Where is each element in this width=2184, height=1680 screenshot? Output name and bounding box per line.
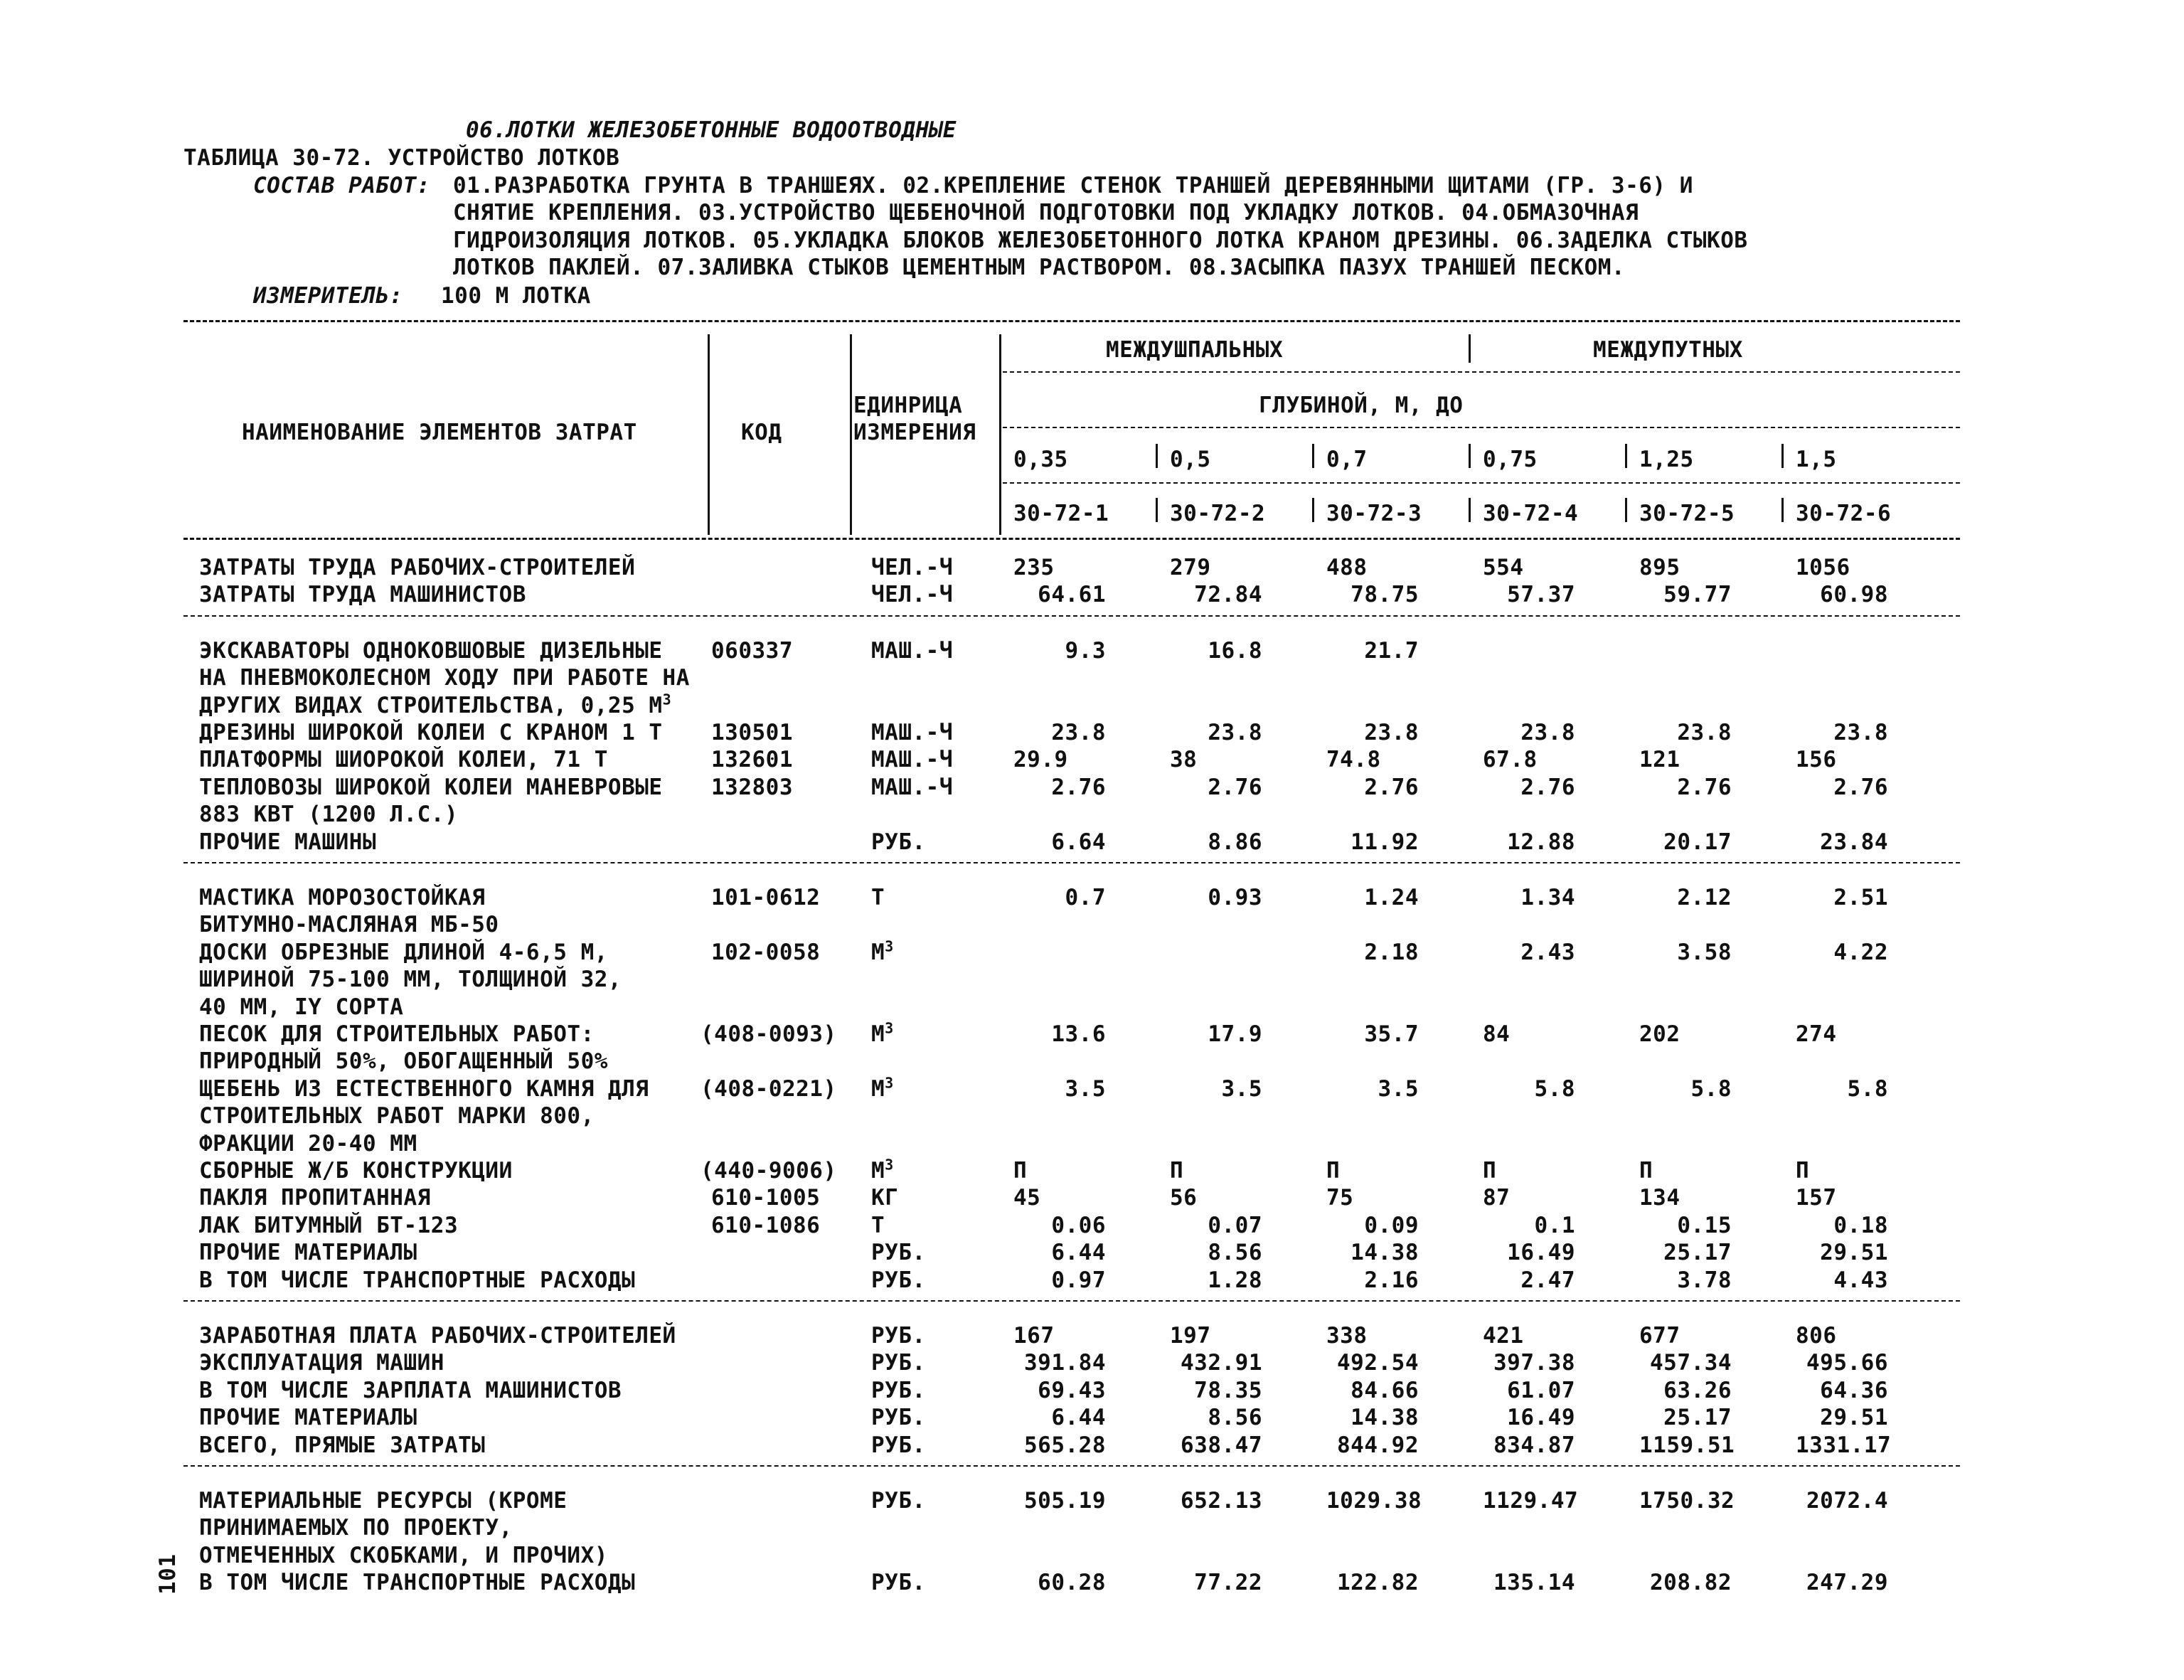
row-value: 78.75: [1351, 582, 1419, 608]
superscript: 3: [885, 1019, 894, 1037]
row-value: П: [1483, 1158, 1497, 1184]
row-value: 5.8: [1534, 1075, 1575, 1102]
row-code: 132601: [711, 747, 793, 773]
row-name-line: ДОСКИ ОБРЕЗНЫЕ ДЛИНОЙ 4-6,5 М,: [199, 939, 608, 965]
row-value: 23.84: [1820, 829, 1888, 855]
row-value: 84: [1483, 1021, 1511, 1047]
row-value: П: [1013, 1158, 1028, 1184]
unit-heading-line-1: ЕДИНРИЦА: [853, 393, 963, 418]
row-value: 432.91: [1181, 1350, 1262, 1376]
row-name-line: МАТЕРИАЛЬНЫЕ РЕСУРСЫ (КРОМЕ: [199, 1488, 568, 1514]
row-value: 677: [1639, 1323, 1680, 1349]
header-rule: [1003, 427, 1960, 428]
row-value: 391.84: [1024, 1350, 1106, 1376]
row-value: 8.86: [1208, 829, 1262, 855]
superscript: 3: [885, 1156, 894, 1174]
row-value: 74.8: [1326, 747, 1381, 773]
row-value: 63.26: [1663, 1377, 1732, 1403]
row-unit: Т: [871, 885, 885, 910]
row-value: 16.49: [1507, 1405, 1575, 1431]
row-unit: РУБ.: [871, 1570, 926, 1596]
row-value: 2.16: [1364, 1267, 1419, 1293]
row-value: 495.66: [1806, 1350, 1888, 1376]
row-value: 8.56: [1208, 1240, 1262, 1266]
row-value: 23.8: [1677, 720, 1732, 745]
row-value: 122.82: [1337, 1570, 1419, 1596]
work-line: СНЯТИЕ КРЕПЛЕНИЯ. 03.УСТРОЙСТВО ЩЕБЕНОЧНОЙ ПОДГОТОВКИ ПОД УКЛАДКУ ЛОТКОВ. 04.ОБМАЗОЧНАЯ: [453, 200, 1639, 225]
row-value: 202: [1639, 1021, 1680, 1047]
row-value: П: [1326, 1158, 1341, 1184]
depth-value: 1,5: [1796, 447, 1837, 472]
section-title: 06.ЛОТКИ ЖЕЛЕЗОБЕТОННЫЕ ВОДООТВОДНЫЕ: [466, 117, 957, 143]
row-value: 2.76: [1833, 774, 1888, 800]
row-name-line: ВСЕГО, ПРЯМЫЕ ЗАТРАТЫ: [199, 1432, 486, 1458]
row-value: 23.8: [1364, 720, 1419, 745]
row-name-line: ДРЕЗИНЫ ШИРОКОЙ КОЛЕИ С КРАНОМ 1 Т: [199, 720, 663, 745]
table-top-rule: [183, 320, 1960, 322]
row-value: 23.8: [1051, 720, 1106, 745]
row-value: 0.18: [1833, 1212, 1888, 1238]
row-value: 14.38: [1351, 1240, 1419, 1266]
group-between-tracks: МЕЖДУПУТНЫХ: [1593, 337, 1743, 363]
row-code: 060337: [711, 637, 793, 664]
row-value: 0.15: [1677, 1212, 1732, 1238]
row-code: (408-0221): [701, 1075, 837, 1102]
row-value: 0.1: [1534, 1212, 1575, 1238]
row-value: 0.09: [1364, 1212, 1419, 1238]
work-line: 01.РАЗРАБОТКА ГРУНТА В ТРАНШЕЯХ. 02.КРЕПЛЕНИЕ СТЕНОК ТРАНШЕЙ ДЕРЕВЯННЫМИ ЩИТАМИ (ГР. 3-6) И: [453, 173, 1693, 198]
row-value: 421: [1483, 1323, 1524, 1349]
row-value: 1129.47: [1483, 1488, 1579, 1514]
row-value: 8.56: [1208, 1405, 1262, 1431]
depth-value: 0,75: [1483, 447, 1538, 472]
row-value: 35.7: [1364, 1021, 1419, 1047]
row-name-line: ЗАРАБОТНАЯ ПЛАТА РАБОЧИХ-СТРОИТЕЛЕЙ: [199, 1323, 676, 1349]
row-name-line: ЭКСКАВАТОРЫ ОДНОКОВШОВЫЕ ДИЗЕЛЬНЫЕ: [199, 637, 663, 664]
row-value: 2.43: [1520, 939, 1575, 965]
row-value: 17.9: [1208, 1021, 1262, 1047]
row-unit: МАШ.-Ч: [871, 720, 953, 745]
row-value: 457.34: [1650, 1350, 1732, 1376]
row-value: 2.76: [1364, 774, 1419, 800]
row-value: 16.8: [1208, 637, 1262, 664]
row-value: 2072.4: [1806, 1488, 1888, 1514]
row-name-line: 883 КВТ (1200 Л.С.): [199, 802, 459, 828]
row-unit: $М^3$: [871, 937, 894, 965]
row-value: 1750.32: [1639, 1488, 1735, 1514]
depth-value: 0,5: [1170, 447, 1211, 472]
row-value: 0.93: [1208, 885, 1262, 910]
col-divider: [1156, 498, 1158, 522]
row-name-line: В ТОМ ЧИСЛЕ ЗАРПЛАТА МАШИНИСТОВ: [199, 1377, 622, 1403]
row-value: 6.64: [1051, 829, 1106, 855]
row-name-line: ЗАТРАТЫ ТРУДА МАШИНИСТОВ: [199, 582, 526, 608]
row-value: 1159.51: [1639, 1432, 1735, 1458]
norm-code: 30-72-1: [1013, 501, 1109, 526]
row-value: 2.76: [1051, 774, 1106, 800]
row-value: 25.17: [1663, 1405, 1732, 1431]
norm-code: 30-72-4: [1483, 501, 1579, 526]
row-unit: РУБ.: [871, 1432, 926, 1458]
row-unit: РУБ.: [871, 1405, 926, 1431]
work-line: ЛОТКОВ ПАКЛЕЙ. 07.ЗАЛИВКА СТЫКОВ ЦЕМЕНТНЫМ РАСТВОРОМ. 08.ЗАСЫПКА ПАЗУХ ТРАНШЕЙ ПЕСКОМ.: [453, 255, 1626, 280]
row-name-line: МАСТИКА МОРОЗОСТОЙКАЯ: [199, 885, 486, 910]
row-value: 57.37: [1507, 582, 1575, 608]
row-code: (408-0093): [701, 1021, 837, 1047]
norm-code: 30-72-6: [1796, 501, 1892, 526]
row-value: 844.92: [1337, 1432, 1419, 1458]
row-code: 610-1086: [711, 1212, 821, 1238]
table-title: ТАБЛИЦА 30-72. УСТРОЙСТВО ЛОТКОВ: [183, 145, 620, 171]
row-value: 135.14: [1493, 1570, 1575, 1596]
row-value: 134: [1639, 1185, 1680, 1211]
row-unit: МАШ.-Ч: [871, 747, 953, 773]
row-unit: РУБ.: [871, 1240, 926, 1266]
row-value: 29.51: [1820, 1240, 1888, 1266]
norm-code: 30-72-2: [1170, 501, 1266, 526]
row-name-line: ПРИНИМАЕМЫХ ПО ПРОЕКТУ,: [199, 1515, 513, 1541]
row-name-line: ПРОЧИЕ МАШИНЫ: [199, 829, 377, 855]
row-value: 121: [1639, 747, 1680, 773]
measure-label: ИЗМЕРИТЕЛЬ:: [253, 283, 403, 309]
row-name-line: ПРИРОДНЫЙ 50%, ОБОГАЩЕННЫЙ 50%: [199, 1048, 608, 1075]
row-value: 23.8: [1208, 720, 1262, 745]
row-value: 505.19: [1024, 1488, 1106, 1514]
row-name-line: БИТУМНО-МАСЛЯНАЯ МБ-50: [199, 912, 499, 938]
row-unit: МАШ.-Ч: [871, 637, 953, 664]
depth-heading: ГЛУБИНОЙ, М, ДО: [1259, 393, 1464, 418]
row-name-line: В ТОМ ЧИСЛЕ ТРАНСПОРТНЫЕ РАСХОДЫ: [199, 1570, 636, 1596]
row-code: 102-0058: [711, 939, 821, 965]
row-value: 5.8: [1690, 1075, 1732, 1102]
work-label: СОСТАВ РАБОТ:: [253, 173, 431, 198]
row-name-line: ПЕСОК ДЛЯ СТРОИТЕЛЬНЫХ РАБОТ:: [199, 1021, 595, 1047]
row-unit: ЧЕЛ.-Ч: [871, 555, 953, 580]
name-heading: НАИМЕНОВАНИЕ ЭЛЕМЕНТОВ ЗАТРАТ: [242, 420, 637, 445]
col-divider: [850, 334, 852, 535]
row-value: 0.06: [1051, 1212, 1106, 1238]
col-divider: [1625, 444, 1627, 468]
row-value: 834.87: [1493, 1432, 1575, 1458]
row-value: 565.28: [1024, 1432, 1106, 1458]
row-name-line: ПРОЧИЕ МАТЕРИАЛЫ: [199, 1240, 417, 1266]
row-name-line: ЗАТРАТЫ ТРУДА РАБОЧИХ-СТРОИТЕЛЕЙ: [199, 555, 636, 580]
row-value: 2.76: [1677, 774, 1732, 800]
row-value: 3.5: [1378, 1075, 1419, 1102]
row-name-line: ФРАКЦИИ 20-40 ММ: [199, 1130, 417, 1157]
row-value: 6.44: [1051, 1240, 1106, 1266]
section-rule: [183, 615, 1960, 617]
superscript: 3: [885, 937, 894, 955]
col-divider: [1625, 498, 1627, 522]
depth-value: 1,25: [1639, 447, 1694, 472]
row-name-line: ПЛАТФОРМЫ ШИОРОКОЙ КОЛЕИ, 71 Т: [199, 747, 608, 773]
row-unit: РУБ.: [871, 1350, 926, 1376]
row-value: 9.3: [1065, 637, 1106, 664]
superscript: 3: [662, 691, 672, 708]
col-divider: [708, 334, 710, 535]
row-name-line: 40 ММ, IY СОРТА: [199, 994, 404, 1020]
row-value: 397.38: [1493, 1350, 1575, 1376]
row-value: П: [1639, 1158, 1653, 1184]
row-unit: МАШ.-Ч: [871, 774, 953, 800]
row-name-line: ДРУГИХ ВИДАХ СТРОИТЕЛЬСТВА, 0,25 $М^3$: [199, 691, 672, 718]
section-rule: [183, 862, 1960, 863]
row-value: 3.78: [1677, 1267, 1732, 1293]
row-value: 1029.38: [1326, 1488, 1422, 1514]
row-value: 3.5: [1065, 1075, 1106, 1102]
row-value: 38: [1170, 747, 1198, 773]
row-value: 157: [1796, 1185, 1837, 1211]
row-name-line: СТРОИТЕЛЬНЫХ РАБОТ МАРКИ 800,: [199, 1103, 595, 1129]
row-unit: РУБ.: [871, 829, 926, 855]
row-value: 2.51: [1833, 885, 1888, 910]
row-code: (440-9006): [701, 1158, 837, 1184]
row-value: 895: [1639, 555, 1680, 580]
row-value: 2.18: [1364, 939, 1419, 965]
row-value: 197: [1170, 1323, 1211, 1349]
row-unit: КГ: [871, 1185, 899, 1211]
row-value: 64.61: [1038, 582, 1106, 608]
row-value: 59.77: [1663, 582, 1732, 608]
row-value: 638.47: [1181, 1432, 1262, 1458]
row-value: 2.76: [1208, 774, 1262, 800]
row-unit: $М^3$: [871, 1074, 894, 1102]
row-value: 25.17: [1663, 1240, 1732, 1266]
row-value: 72.84: [1194, 582, 1262, 608]
row-value: 0.7: [1065, 885, 1106, 910]
row-value: 1.24: [1364, 885, 1419, 910]
col-divider: [1469, 444, 1471, 468]
superscript: 3: [885, 1074, 894, 1092]
row-name-line: ТЕПЛОВОЗЫ ШИРОКОЙ КОЛЕИ МАНЕВРОВЫЕ: [199, 774, 663, 800]
row-name-line: СБОРНЫЕ Ж/Б КОНСТРУКЦИИ: [199, 1158, 513, 1184]
row-value: 60.98: [1820, 582, 1888, 608]
row-value: 2.47: [1520, 1267, 1575, 1293]
row-value: 1331.17: [1796, 1432, 1892, 1458]
row-name-line: ЛАК БИТУМНЫЙ БТ-123: [199, 1212, 459, 1238]
unit-heading-line-2: ИЗМЕРЕНИЯ: [853, 420, 976, 445]
row-unit: РУБ.: [871, 1323, 926, 1349]
row-value: 12.88: [1507, 829, 1575, 855]
row-name-line: НА ПНЕВМОКОЛЕСНОМ ХОДУ ПРИ РАБОТЕ НА: [199, 665, 690, 691]
row-code: 132803: [711, 774, 793, 800]
row-value: 4.22: [1833, 939, 1888, 965]
col-divider: [1469, 334, 1471, 363]
row-value: 167: [1013, 1323, 1055, 1349]
row-value: 488: [1326, 555, 1368, 580]
row-value: 235: [1013, 555, 1055, 580]
row-value: 338: [1326, 1323, 1368, 1349]
row-value: 3.58: [1677, 939, 1732, 965]
col-divider: [1312, 498, 1314, 522]
work-line: ГИДРОИЗОЛЯЦИЯ ЛОТКОВ. 05.УКЛАДКА БЛОКОВ ЖЕЛЕЗОБЕТОННОГО ЛОТКА КРАНОМ ДРЕЗИНЫ. 06.ЗАДЕЛКА СТЫКОВ: [453, 228, 1748, 253]
row-value: 1056: [1796, 555, 1850, 580]
code-heading: КОД: [741, 420, 782, 445]
row-value: 1.28: [1208, 1267, 1262, 1293]
row-value: 1.34: [1520, 885, 1575, 910]
section-rule: [183, 1300, 1960, 1302]
header-rule: [1003, 482, 1960, 484]
row-value: 208.82: [1650, 1570, 1732, 1596]
row-value: 554: [1483, 555, 1524, 580]
row-code: 610-1005: [711, 1185, 821, 1211]
row-value: 14.38: [1351, 1405, 1419, 1431]
row-name-line: ЭКСПЛУАТАЦИЯ МАШИН: [199, 1350, 444, 1376]
depth-value: 0,7: [1326, 447, 1368, 472]
row-value: 64.36: [1820, 1377, 1888, 1403]
row-value: 84.66: [1351, 1377, 1419, 1403]
row-value: 156: [1796, 747, 1837, 773]
col-divider: [1312, 444, 1314, 468]
norm-code: 30-72-3: [1326, 501, 1422, 526]
row-value: 23.8: [1833, 720, 1888, 745]
measure-value: 100 М ЛОТКА: [441, 283, 591, 309]
row-value: 78.35: [1194, 1377, 1262, 1403]
row-value: 279: [1170, 555, 1211, 580]
row-value: 5.8: [1847, 1075, 1888, 1102]
row-value: 60.28: [1038, 1570, 1106, 1596]
col-divider: [1781, 444, 1784, 468]
row-value: 0.97: [1051, 1267, 1106, 1293]
row-value: 61.07: [1507, 1377, 1575, 1403]
row-value: 6.44: [1051, 1405, 1106, 1431]
header-bottom-rule: [183, 538, 1960, 540]
row-code: 130501: [711, 720, 793, 745]
row-value: 45: [1013, 1185, 1041, 1211]
row-name-line: ОТМЕЧЕННЫХ СКОБКАМИ, И ПРОЧИХ): [199, 1542, 608, 1568]
row-value: 0.07: [1208, 1212, 1262, 1238]
row-value: 274: [1796, 1021, 1837, 1047]
row-code: 101-0612: [711, 885, 821, 910]
row-unit: ЧЕЛ.-Ч: [871, 582, 953, 608]
row-value: 4.43: [1833, 1267, 1888, 1293]
row-name-line: ПАКЛЯ ПРОПИТАННАЯ: [199, 1185, 431, 1211]
row-unit: $М^3$: [871, 1019, 894, 1047]
row-value: 492.54: [1337, 1350, 1419, 1376]
row-value: 75: [1326, 1185, 1354, 1211]
row-unit: $М^3$: [871, 1156, 894, 1184]
row-value: 29.51: [1820, 1405, 1888, 1431]
row-value: 806: [1796, 1323, 1837, 1349]
row-name-line: В ТОМ ЧИСЛЕ ТРАНСПОРТНЫЕ РАСХОДЫ: [199, 1267, 636, 1293]
row-value: 20.17: [1663, 829, 1732, 855]
row-value: 11.92: [1351, 829, 1419, 855]
row-value: 29.9: [1013, 747, 1068, 773]
row-value: 77.22: [1194, 1570, 1262, 1596]
row-unit: РУБ.: [871, 1377, 926, 1403]
row-value: 69.43: [1038, 1377, 1106, 1403]
row-value: 16.49: [1507, 1240, 1575, 1266]
row-name-line: ШИРИНОЙ 75-100 ММ, ТОЛЩИНОЙ 32,: [199, 967, 622, 993]
depth-value: 0,35: [1013, 447, 1068, 472]
row-unit: РУБ.: [871, 1267, 926, 1293]
page-number: 101: [155, 1553, 181, 1595]
row-value: 2.76: [1520, 774, 1575, 800]
row-value: 21.7: [1364, 637, 1419, 664]
row-value: 23.8: [1520, 720, 1575, 745]
col-divider: [999, 444, 1001, 468]
row-value: 13.6: [1051, 1021, 1106, 1047]
row-value: 652.13: [1181, 1488, 1262, 1514]
row-value: 2.12: [1677, 885, 1732, 910]
row-value: 67.8: [1483, 747, 1538, 773]
row-value: 87: [1483, 1185, 1511, 1211]
row-name-line: ПРОЧИЕ МАТЕРИАЛЫ: [199, 1405, 417, 1431]
group-between-sleepers: МЕЖДУШПАЛЬНЫХ: [1106, 337, 1284, 363]
row-unit: Т: [871, 1212, 885, 1238]
row-value: 247.29: [1806, 1570, 1888, 1596]
row-value: П: [1796, 1158, 1810, 1184]
row-value: 3.5: [1221, 1075, 1262, 1102]
col-divider: [1781, 498, 1784, 522]
row-value: 56: [1170, 1185, 1198, 1211]
row-value: П: [1170, 1158, 1184, 1184]
col-divider: [999, 498, 1001, 522]
section-rule: [183, 1465, 1960, 1467]
col-divider: [1469, 498, 1471, 522]
row-unit: РУБ.: [871, 1488, 926, 1514]
header-rule: [1003, 371, 1960, 373]
col-divider: [1156, 444, 1158, 468]
row-name-line: ЩЕБЕНЬ ИЗ ЕСТЕСТВЕННОГО КАМНЯ ДЛЯ: [199, 1075, 649, 1102]
norm-code: 30-72-5: [1639, 501, 1735, 526]
